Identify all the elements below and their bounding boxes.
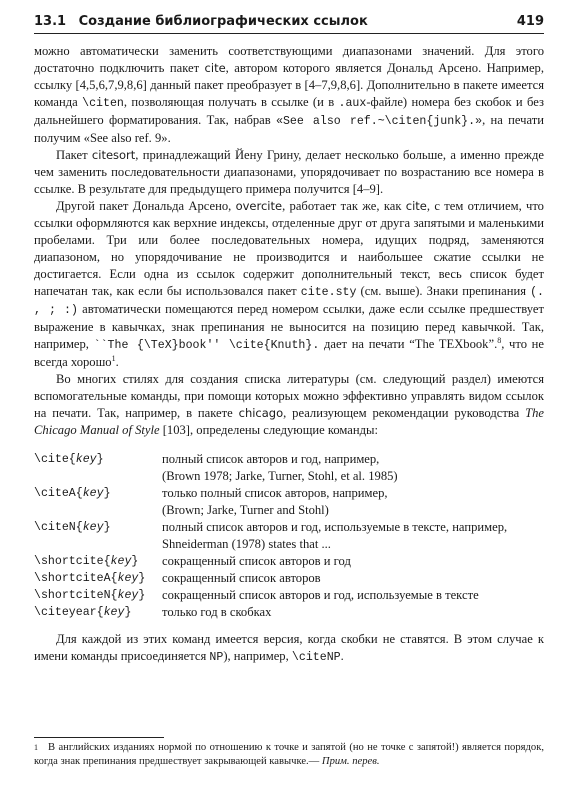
command-description: сокращенный список авторов и год — [162, 554, 351, 568]
command-table — [34, 451, 544, 621]
command-cell: \shortcite{key} — [34, 555, 139, 568]
command-cell: \shortciteN{key} — [34, 589, 146, 602]
command-row — [34, 451, 544, 485]
command-cell: \citeA{key} — [34, 487, 111, 500]
body-text — [34, 43, 544, 666]
package-name: cite — [204, 61, 226, 75]
command-description: сокращенный список авторов и год, используемые в тексте — [162, 588, 479, 602]
footnote-marker: 1 — [111, 353, 116, 363]
footnote-text: В английских изданиях нормой по отношению к точке и запятой (но не точке с запятой!) является порядок, когда знак препинания предшествует закрывающей кавычке.— — [34, 742, 544, 767]
running-header — [34, 14, 544, 34]
code-example: ``The {\TeX}book'' \cite{Knuth}. — [93, 339, 320, 352]
paragraph: Пакет citesort, принадлежащий Йену Грину, делает несколько больше, а именно прежде чем заменить последовательности диапазонами, упорядочивает по возрастанию все номера в ссылке. В результате для предыдущего примера получится [4–9]. — [34, 148, 544, 196]
command-description: полный список авторов и год, используемые в тексте, например, Shneiderman (1978) states that ... — [162, 519, 544, 553]
command-example: Shneiderman (1978) states that ... — [162, 537, 331, 551]
command-row — [34, 587, 544, 604]
package-name: overcite — [235, 199, 283, 213]
footnote-rule — [34, 737, 164, 738]
file-extension: .aux — [338, 97, 367, 110]
section-title: Создание библиографических ссылок — [78, 14, 368, 29]
command-name: \citeNP — [291, 651, 341, 664]
paragraph: можно автоматически заменить соответствующими диапазонами значений. Для этого достаточно подключить пакет cite, автором которого является Дональд Арсено. Например, ссылку [4,5,6,7,9,8,6] данный пакет преобразует в [4–7,9,8,6]. Дополнительно в пакете имеется команда \citen, позволяющая получать в ссылке (и в .aux-файле) номера без скобок и без дальнейшего форматирования. Так, набрав «See also ref.~\citen{junk}.», на печати получим «See also ref. 9». — [34, 44, 544, 145]
command-row — [34, 485, 544, 519]
paragraph: Другой пакет Дональда Арсено, overcite, работает так же, как cite, с тем отличием, что ссылки оформляются как верхние индексы, отделенные друг от друга запятыми и маленькими пробелами. Три или более последовательных номера, идущих подряд, заменяются диапазоном, но упорядочивание не производится и наибольшее сжатие ссылки не достигается. Если одна из ссылок содержит дополнительный текст, весь список будет напечатан так, как если бы использовался пакет cite.sty (см. выше). Знаки препинания (. , ; :) автоматически помещаются перед номером ссылки, даже если ссылке предшествует выражение в кавычках, знак препинания не выносится на позицию перед кавычкой. Так, например, ``The {\TeX}book'' \cite{Knuth}. дает на печати “The TEXbook”.$^8$, что не всегда хорошо$^1$. — [34, 199, 544, 369]
footnote-attribution: Прим. перев. — [321, 756, 380, 767]
command-example: (Brown 1978; Jarke, Turner, Stohl, et al. 1985) — [162, 469, 398, 483]
footnote-number: 1 — [34, 743, 38, 752]
command-cell: \cite{key} — [34, 453, 104, 466]
command-cell: \citeN{key} — [34, 521, 111, 534]
command-example: (Brown; Jarke, Turner and Stohl) — [162, 503, 329, 517]
command-description: полный список авторов и год, например, (Brown 1978; Jarke, Turner, Stohl, et al. 1985) — [162, 451, 544, 485]
page-number: 419 — [516, 14, 544, 29]
command-description: сокращенный список авторов — [162, 571, 321, 585]
code-example: «See also ref.~\citen{junk}.» — [275, 115, 483, 128]
command-row — [34, 519, 544, 553]
page — [34, 14, 544, 666]
suffix-name: NP — [209, 651, 224, 664]
command-description: только полный список авторов, например, (Brown; Jarke, Turner and Stohl) — [162, 485, 544, 519]
paragraph: Для каждой из этих команд имеется версия, когда скобки не ставятся. В этом случае к имени команды присоединяется NP), например, \citeNP. — [34, 632, 544, 664]
command-cell: \citeyear{key} — [34, 606, 132, 619]
punctuation-list: (. , ; :) — [34, 286, 544, 317]
package-name: citesort — [91, 148, 136, 162]
command-row — [34, 553, 544, 570]
package-name: cite — [405, 199, 427, 213]
command-row — [34, 570, 544, 587]
command-name: \citen — [82, 97, 124, 110]
section-number: 13.1 — [34, 14, 67, 29]
command-description: только год в скобках — [162, 605, 272, 619]
command-cell: \shortciteA{key} — [34, 572, 146, 585]
book-title: The Chicago Manual of Style — [34, 406, 544, 437]
footnote — [34, 741, 544, 769]
command-row — [34, 604, 544, 621]
superscript-reference: 8 — [497, 335, 502, 345]
package-name: chicago — [238, 406, 284, 420]
file-name: cite.sty — [300, 286, 357, 299]
paragraph: Во многих стилях для создания списка литературы (см. следующий раздел) имеются вспомогательные команды, при помощи которых можно эффективно управлять видом ссылок на печати. Так, например, в пакете chicago, реализующем рекомендации руководства The Chicago Manual of Style [103], определены следующие команды: — [34, 372, 544, 437]
